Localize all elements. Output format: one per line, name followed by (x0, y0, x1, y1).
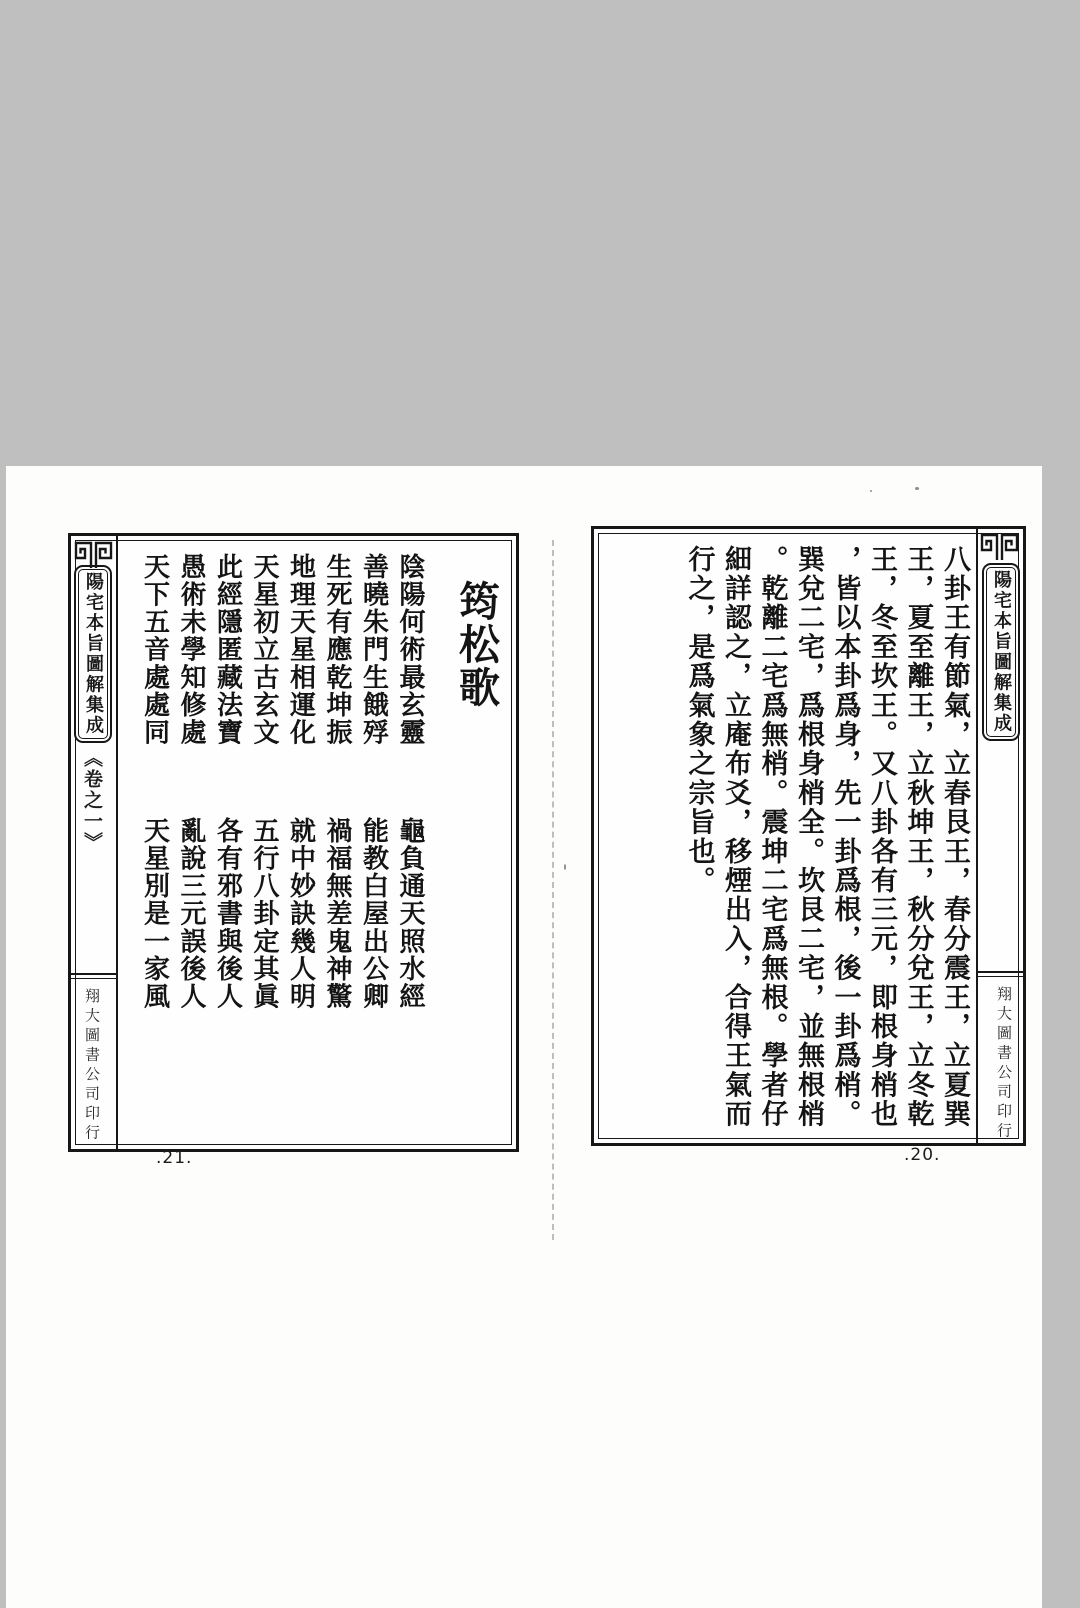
text-column: 八卦王有節氣，立春艮王，春分震王，立夏巽 (939, 545, 970, 1129)
poem-lower-phrase: 各有邪書與後人 (212, 817, 243, 1011)
text-column: 巽兌二宅，爲根身梢全。坎艮二宅，並無根梢 (793, 545, 824, 1129)
binding-gutter-line (552, 540, 554, 1240)
text-column: 王，冬至坎王。又八卦各有三元，即根身梢也 (866, 545, 897, 1129)
poem-lower-phrase: 亂說三元誤後人 (176, 817, 206, 1011)
margin-double-rule (978, 971, 1023, 977)
page-number-right: .20. (904, 1145, 941, 1165)
book-page-left (68, 533, 519, 1152)
book-page-right (591, 526, 1026, 1146)
poem-lower-phrase: 天星別是一家風 (139, 817, 170, 1011)
poem-upper-phrase: 生死有應乾坤振 (322, 553, 352, 747)
poem-line (282, 553, 319, 1113)
margin-divider-line (976, 529, 978, 1143)
poem-lower-phrase: 能教白屋出公卿 (358, 817, 389, 1011)
poem-lower-phrase: 禍福無差鬼神驚 (322, 817, 352, 1011)
text-column: 。乾離二宅爲無梢。震坤二宅爲無根。學者仔 (756, 545, 788, 1129)
poem-upper-phrase: 天星初立古玄文 (249, 553, 279, 747)
text-column: 細詳認之，立庵布爻，移煙出入，合得王氣而 (720, 545, 751, 1129)
book-title: 陽宅本旨圖解集成 (991, 570, 1012, 734)
margin-divider-line (116, 536, 118, 1149)
publisher-imprint: 翔大圖書公司印行 (83, 988, 101, 1144)
book-title-frame (982, 563, 1020, 741)
book-title-frame-inner (78, 569, 108, 739)
scan-speck (870, 490, 872, 492)
text-column: 王，夏至離王，立秋坤王，秋分兌王，立冬乾 (902, 545, 934, 1129)
poem-upper-phrase: 陰陽何術最玄靈 (395, 553, 425, 747)
poem-upper-phrase: 善曉朱門生餓殍 (358, 553, 389, 747)
poem-lower-phrase: 就中妙訣幾人明 (285, 817, 316, 1011)
margin-double-rule (71, 973, 116, 979)
poem-line (392, 553, 429, 1113)
scan-speck (564, 864, 566, 870)
text-column: ，皆以本卦爲身，先一卦爲根，後一卦爲梢。 (829, 545, 861, 1129)
book-title-frame-inner (986, 567, 1016, 737)
text-column: 行之，是爲氣象之宗旨也。 (683, 545, 715, 896)
publisher-imprint: 翔大圖書公司印行 (995, 986, 1013, 1142)
poem-line (209, 553, 246, 1113)
poem-block (136, 553, 428, 1113)
poem-line (173, 553, 210, 1113)
poem-lower-phrase: 五行八卦定其眞 (249, 817, 279, 1011)
page-number-left: .21. (156, 1148, 193, 1168)
poem-line (136, 553, 173, 1113)
scan-speck (915, 487, 919, 490)
poem-upper-phrase: 此經隱匿藏法寶 (212, 553, 243, 747)
poem-upper-phrase: 地理天星相運化 (285, 553, 316, 747)
body-text-block (662, 545, 972, 1145)
book-title-frame (74, 565, 112, 743)
section-title: 筠松歌 (452, 580, 500, 709)
poem-upper-phrase: 天下五音處處同 (139, 553, 170, 747)
volume-label: 《卷之一》 (81, 748, 103, 853)
poem-lower-phrase: 龜負通天照水經 (395, 817, 425, 1011)
poem-line (246, 553, 283, 1113)
poem-line (355, 553, 392, 1113)
poem-upper-phrase: 愚術未學知修處 (176, 553, 206, 747)
book-title: 陽宅本旨圖解集成 (83, 572, 104, 736)
scanned-book-spread (6, 466, 1042, 1608)
poem-line (319, 553, 356, 1113)
meander-corner-icon (980, 533, 1020, 561)
